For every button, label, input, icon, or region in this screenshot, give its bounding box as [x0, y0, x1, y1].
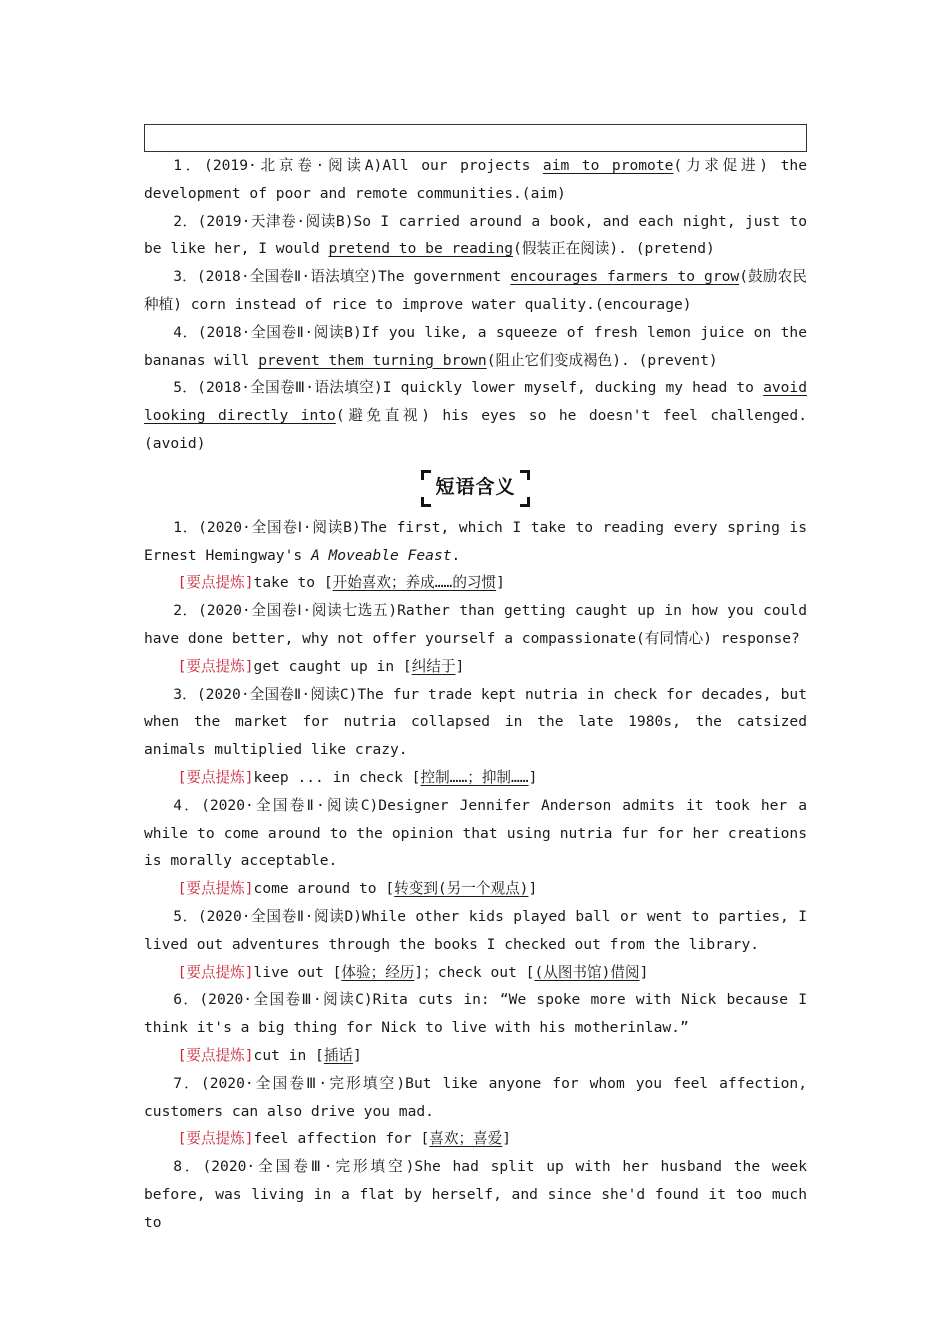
sentence-text: 7．(2020·全国卷Ⅲ·完形填空)But like anyone for whom you feel affection, customers can also drive you mad. [144, 1074, 807, 1120]
phrase-meaning: 体验；经历 [341, 963, 415, 981]
bracket: ] [414, 963, 424, 981]
phrase-meaning: 喜欢；喜爱 [429, 1130, 503, 1148]
key-point [144, 764, 807, 792]
phrase: keep ... in check [ [253, 768, 421, 786]
example-sentence [144, 681, 807, 764]
book-title: A Moveable Feast [310, 546, 452, 564]
example-sentence [144, 1070, 807, 1126]
item-text: (假装正在阅读). (pretend) [513, 240, 715, 258]
key-point-tag: [要点提炼] [177, 880, 254, 898]
key-point-tag: [要点提炼] [177, 1046, 254, 1064]
phrase: feel affection for [ [253, 1130, 430, 1148]
phrase: take to [ [253, 574, 333, 592]
key-point [144, 1042, 807, 1070]
sentence-text: 1．(2020·全国卷Ⅰ·阅读B)The first, which I take to reading every spring is Ernest Hemingway's [144, 518, 807, 564]
example-sentence [144, 903, 807, 959]
key-point-tag: [要点提炼] [177, 657, 254, 675]
example-sentence [144, 986, 807, 1042]
item-text: (避免直视) his eyes so he doesn't feel challenged. (avoid) [144, 407, 807, 452]
key-point [144, 875, 807, 903]
phrase-meaning-section [144, 514, 807, 1237]
phrase-meaning: 开始喜欢；养成……的习惯 [332, 574, 497, 592]
key-point-tag: [要点提炼] [177, 768, 254, 786]
item-text: (力求促进) the development of poor and remote communities.(aim) [144, 157, 807, 202]
document-page [144, 124, 807, 1236]
exercise-item [144, 152, 807, 208]
exercise-content [144, 152, 807, 1236]
key-point [144, 959, 807, 987]
sentence-text: 2．(2020·全国卷Ⅰ·阅读七选五)Rather than getting caught up in how you could have done better, why not offer yourself a compassionate(有同情心) response? [144, 602, 807, 647]
key-point [144, 569, 807, 597]
key-point-tag: [要点提炼] [177, 963, 254, 981]
section-header [144, 470, 807, 510]
item-text: 3．(2018·全国卷Ⅱ·语法填空)The government [173, 268, 511, 286]
answer-blank: avoid looking directly into [144, 379, 807, 425]
example-sentence [144, 1153, 807, 1236]
example-sentence [144, 514, 807, 570]
item-text: (鼓励农民种植) corn instead of rice to improve water quality.(encourage) [144, 268, 807, 313]
bracket: ] [528, 768, 538, 786]
sentence-text: 8．(2020·全国卷Ⅲ·完形填空)She had split up with her husband the week before, was living in a flat by herself, and since she'd found it too much to [144, 1158, 807, 1231]
key-point-tag: [要点提炼] [177, 574, 254, 592]
bracket: ] [496, 574, 505, 592]
key-point [144, 653, 807, 681]
answer-blank: pretend to be reading [328, 240, 514, 258]
phrase-meaning: (从图书馆)借阅 [534, 963, 640, 981]
phrase: cut in [ [253, 1046, 324, 1064]
item-text: (阻止它们变成褐色). (prevent) [486, 351, 718, 369]
bracket: ] [353, 1046, 362, 1064]
bracket: ] [528, 880, 538, 898]
sentence-text: 4．(2020·全国卷Ⅱ·阅读C)Designer Jennifer Anderson admits it took her a while to come around to the opinion that using nutria fur for her creations is morally acceptable. [144, 796, 807, 870]
sentence-text: 6．(2020·全国卷Ⅲ·阅读C)Rita cuts in: “We spoke more with Nick because I think it's a big thing for Nick to live with his motherinlaw.” [144, 991, 807, 1037]
answer-blank: aim to promote [542, 157, 674, 174]
sentence-text: 5．(2020·全国卷Ⅱ·阅读D)While other kids played ball or went to parties, I lived out adventures through the books I checked out from the library. [144, 907, 807, 953]
bracket: ] [639, 963, 649, 981]
blank-header-box [144, 124, 807, 152]
phrase-meaning: 转变到(另一个观点) [394, 880, 529, 898]
answer-blank: encourages farmers to grow [510, 268, 740, 286]
key-point [144, 1125, 807, 1153]
section-title: 短语含义 [435, 475, 516, 498]
exercise-item [144, 208, 807, 264]
key-point-tag: [要点提炼] [177, 1130, 254, 1148]
phrase: ；check out [ [423, 963, 535, 981]
item-text: 2．(2019·天津卷·阅读B)So I carried around a book, and each night, just to be like her, I would [144, 212, 807, 258]
phrase: live out [ [253, 963, 342, 981]
exercise-item [144, 263, 807, 319]
sentence-text: 3．(2020·全国卷Ⅱ·阅读C)The fur trade kept nutria in check for decades, but when the market for nutria collapsed in the late 1980s, the catsized animals multiplied like crazy. [144, 685, 807, 759]
sentence-end: . [451, 546, 461, 564]
phrase-meaning: 纠结于 [411, 657, 456, 675]
phrase-meaning: 控制……；抑制…… [420, 768, 529, 786]
item-text: 1．(2019·北京卷·阅读A)All our projects [173, 157, 543, 174]
fill-in-section [144, 152, 807, 458]
bracket: ] [455, 657, 465, 675]
phrase: get caught up in [ [253, 657, 412, 675]
bracket: ] [502, 1130, 512, 1148]
phrase-meaning: 插话 [323, 1046, 354, 1064]
example-sentence [144, 597, 807, 653]
example-sentence [144, 792, 807, 875]
item-text: 4．(2018·全国卷Ⅱ·阅读B)If you like, a squeeze of fresh lemon juice on the bananas will [144, 323, 807, 369]
item-text: 5．(2018·全国卷Ⅲ·语法填空)I quickly lower myself, ducking my head to [173, 379, 764, 397]
phrase: come around to [ [253, 880, 395, 898]
exercise-item [144, 374, 807, 457]
exercise-item [144, 319, 807, 375]
answer-blank: prevent them turning brown [258, 351, 487, 369]
